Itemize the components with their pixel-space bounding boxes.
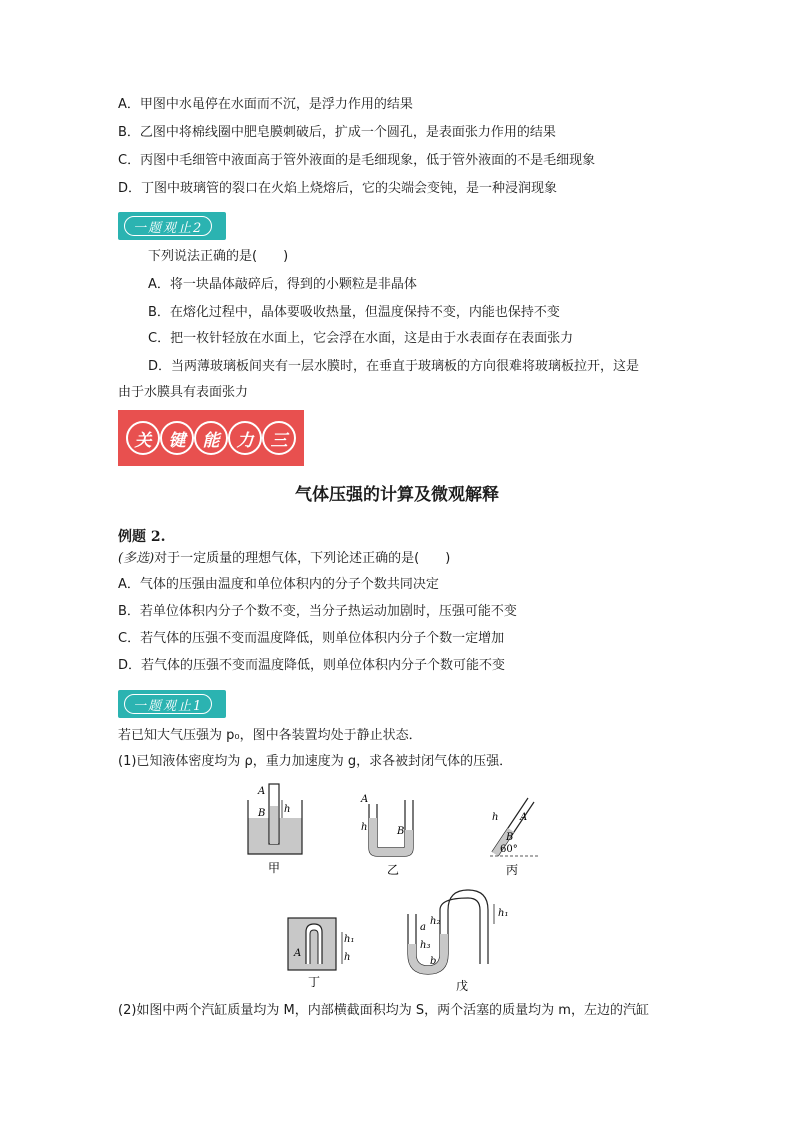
fig-bing-label-h: h bbox=[492, 812, 499, 823]
practice2-stem: 下列说法正确的是( ) bbox=[148, 249, 289, 264]
section-title: 气体压强的计算及微观解释 bbox=[295, 485, 499, 505]
fig-yi-label-a: A bbox=[361, 794, 369, 805]
fig-bing-angle: 60° bbox=[500, 844, 518, 855]
fig-wu-label-h2: h₂ bbox=[430, 916, 441, 927]
fig-wu-label-a: a bbox=[420, 922, 426, 933]
fig-bing-label-a: A bbox=[520, 812, 528, 823]
banner-char-1: 关 bbox=[126, 421, 160, 455]
example-option-a: A．气体的压强由温度和单位体积内的分子个数共同决定 bbox=[118, 577, 439, 592]
fig-wu-label-h3: h₃ bbox=[420, 940, 431, 951]
fig-ding-label-h: h bbox=[344, 952, 351, 963]
example-option-c: C．若气体的压强不变而温度降低，则单位体积内分子个数一定增加 bbox=[118, 631, 505, 646]
fig-yi-caption: 乙 bbox=[387, 863, 400, 877]
fig-bing-caption: 丙 bbox=[506, 863, 519, 877]
fig-ding-label-h1: h₁ bbox=[344, 934, 355, 945]
example-label: 例题 2. bbox=[118, 529, 166, 545]
fig-jia-label-b: B bbox=[258, 808, 266, 819]
example-option-b: B．若单位体积内分子个数不变，当分子热运动加剧时，压强可能不变 bbox=[118, 604, 517, 619]
option-b-top: B．乙图中将棉线圈中肥皂膜刺破后，扩成一个圆孔，是表面张力作用的结果 bbox=[118, 125, 556, 140]
fig-wu-caption: 戊 bbox=[456, 979, 469, 993]
fig-jia-label-h: h bbox=[284, 804, 291, 815]
practice2-continuation: 由于水膜具有表面张力 bbox=[118, 385, 249, 400]
example-stem-line bbox=[118, 550, 450, 568]
banner-char-5: 三 bbox=[262, 421, 296, 455]
practice2-badge bbox=[118, 212, 226, 240]
fig-ding-caption: 丁 bbox=[308, 975, 321, 989]
practice1-line1: 若已知大气压强为 p₀，图中各装置均处于静止状态． bbox=[118, 728, 422, 743]
practice2-badge-label: 一题观止2 bbox=[124, 216, 212, 236]
option-c-top: C．丙图中毛细管中液面高于管外液面的是毛细现象，低于管外液面的不是毛细现象 bbox=[118, 153, 596, 168]
example-stem: 对于一定质量的理想气体，下列论述正确的是( ) bbox=[154, 551, 451, 566]
fig-jia-caption: 甲 bbox=[268, 861, 281, 875]
fig-jia-label-a: A bbox=[258, 786, 266, 797]
practice2-option-a: A．将一块晶体敲碎后，得到的小颗粒是非晶体 bbox=[148, 277, 417, 292]
figure-yi bbox=[355, 790, 425, 880]
figure-wu bbox=[398, 884, 528, 994]
option-a-top: A．甲图中水黾停在水面而不沉，是浮力作用的结果 bbox=[118, 97, 413, 112]
practice2-option-b: B．在熔化过程中，晶体要吸收热量，但温度保持不变，内能也保持不变 bbox=[148, 305, 560, 320]
fig-ding-label-a: A bbox=[294, 948, 302, 959]
figure-jia bbox=[240, 780, 310, 880]
fig-yi-label-h: h bbox=[361, 822, 368, 833]
option-d-top: D．丁图中玻璃管的裂口在火焰上烧熔后，它的尖端会变钝，是一种浸润现象 bbox=[118, 181, 558, 196]
practice1-line3: (2)如图中两个汽缸质量均为 M，内部横截面积均为 S，两个活塞的质量均为 m，左边的汽缸 bbox=[118, 1003, 649, 1018]
fig-wu-label-h1: h₁ bbox=[498, 908, 509, 919]
example-option-d: D．若气体的压强不变而温度降低，则单位体积内分子个数可能不变 bbox=[118, 658, 506, 673]
figure-ding bbox=[282, 912, 362, 992]
practice2-option-d: D．当两薄玻璃板间夹有一层水膜时，在垂直于玻璃板的方向很难将玻璃板拉开，这是 bbox=[148, 359, 640, 374]
practice2-option-c: C．把一枚针轻放在水面上，它会浮在水面，这是由于水表面存在表面张力 bbox=[148, 331, 574, 346]
practice1-badge bbox=[118, 690, 226, 718]
banner-char-2: 键 bbox=[160, 421, 194, 455]
key-ability-banner bbox=[118, 410, 304, 466]
practice1-line2: (1)已知液体密度均为 ρ，重力加速度为 g，求各被封闭气体的压强． bbox=[118, 754, 513, 769]
practice1-badge-label: 一题观止1 bbox=[124, 694, 212, 714]
banner-char-4: 力 bbox=[228, 421, 262, 455]
fig-bing-label-b: B bbox=[506, 832, 514, 843]
figure-bing bbox=[470, 790, 550, 880]
fig-wu-label-b: b bbox=[430, 956, 437, 967]
banner-char-3: 能 bbox=[194, 421, 228, 455]
fig-yi-label-b: B bbox=[397, 826, 405, 837]
multi-select-tag: (多选) bbox=[118, 551, 155, 566]
